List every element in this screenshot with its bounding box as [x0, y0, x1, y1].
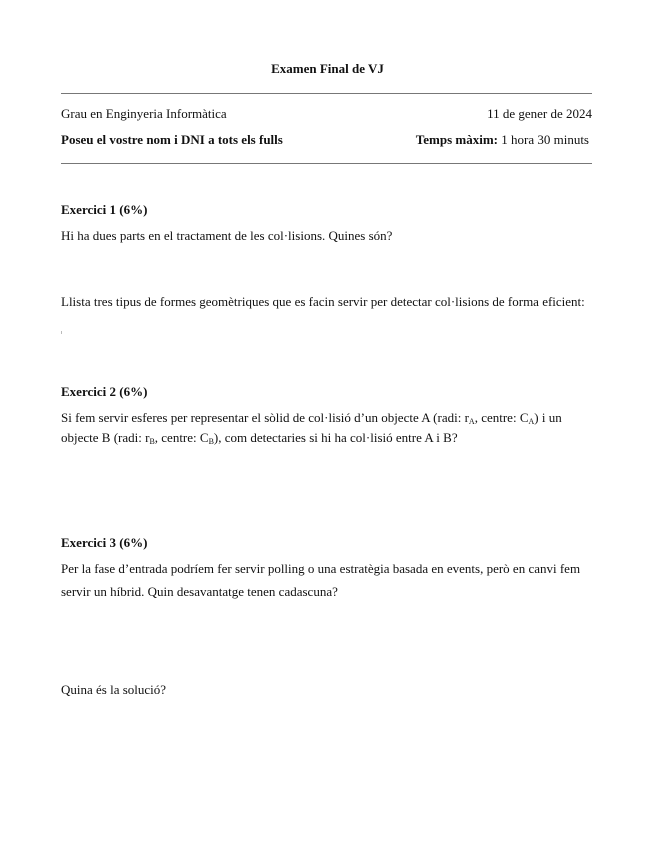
exercise-1-question-2: Llista tres tipus de formes geomètriques que es facin servir per detectar col·lisions de forma eficient:	[61, 294, 585, 309]
exercise-3-heading: Exercici 3 (6%)	[61, 535, 148, 550]
header-top-rule	[61, 93, 592, 94]
name-instruction: Poseu el vostre nom i DNI a tots els fulls	[61, 132, 283, 147]
max-time	[332, 132, 589, 148]
exercise-1-heading: Exercici 1 (6%)	[61, 202, 148, 217]
header-bottom-rule	[61, 163, 592, 164]
exercise-1-question-1: Hi ha dues parts en el tractament de les col·lisions. Quines són?	[61, 228, 393, 243]
exercise-3-question-1-line-2: servir un híbrid. Quin desavantatge tenen cadascuna?	[61, 584, 338, 599]
ex2-text-a: Si fem servir esferes per representar el sòlid de col·lisió d’un objecte A (radi: r	[61, 410, 469, 425]
ex2-subscript-rb: B	[149, 437, 155, 446]
ex2-subscript-ca: A	[528, 417, 535, 426]
ex2-text-c: ) i un objecte B (radi: r	[61, 410, 562, 445]
exam-date: 11 de gener de 2024	[487, 106, 592, 121]
ex2-subscript-ra: A	[468, 417, 475, 426]
exercise-2-heading: Exercici 2 (6%)	[61, 384, 148, 399]
max-time-label: Temps màxim:	[415, 132, 498, 147]
ex2-subscript-cb: B	[208, 437, 214, 446]
max-time-value: 1 hora 30 minuts	[501, 132, 589, 147]
exam-title: Examen Final de VJ	[271, 61, 384, 76]
exercise-2-question	[61, 410, 592, 450]
answer-area-mark	[61, 331, 62, 334]
degree-label: Grau en Enginyeria Informàtica	[61, 106, 227, 121]
ex2-text-e: ), com detectaries si hi ha col·lisió entre A i B?	[213, 430, 458, 445]
ex2-text-d: , centre: C	[154, 430, 209, 445]
ex2-text-b: , centre: C	[474, 410, 529, 425]
exercise-3-question-1-line-1: Per la fase d’entrada podríem fer servir polling o una estratègia basada en events, però en canvi fem	[61, 561, 581, 576]
exercise-3-question-2: Quina és la solució?	[61, 682, 167, 697]
